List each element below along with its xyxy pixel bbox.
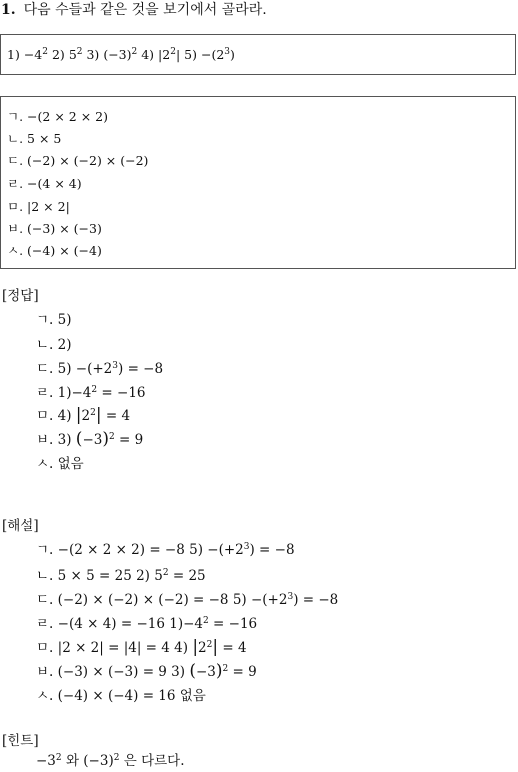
explanation-line: ㅂ. (−3) × (−3) = 9 3) $(-3)^2 = 9$	[36, 661, 257, 681]
options-box	[0, 96, 516, 269]
choice-5: $5) -(2^3)$	[184, 47, 235, 62]
question-number: 1.	[1, 2, 16, 18]
explanation-line: ㅅ. (−4) × (−4) = 16 없음	[36, 688, 206, 704]
option-item: ㄱ. −(2 × 2 × 2)	[7, 109, 108, 124]
choices-box	[0, 34, 516, 75]
answer-line: ㄴ. 2)	[36, 337, 72, 353]
answer-line: ㅂ. 3) $(-3)^2 = 9$	[36, 429, 144, 449]
explanation-heading: [해설]	[2, 518, 39, 534]
choice-1: $1) -4^2$	[7, 47, 48, 62]
answer-line: ㄱ. 5)	[36, 312, 72, 328]
explanation-line: ㅁ. |2 × 2| = |4| = 4 4) $|2^2| = 4$	[36, 637, 247, 657]
option-item: ㄷ. (−2) × (−2) × (−2)	[7, 153, 149, 168]
hint-heading: [힌트]	[2, 733, 39, 749]
answer-line: ㄷ. $5) -(+2^3) = -8$	[36, 361, 164, 377]
choice-3: 3) $(-3)^2$	[86, 47, 138, 62]
option-item: ㄹ. −(4 × 4)	[7, 176, 82, 191]
option-item: ㅁ. |2 × 2|	[7, 199, 70, 214]
option-item: ㅅ. (−4) × (−4)	[7, 243, 102, 258]
explanation-line: ㄹ. −(4 × 4) = −16 $1)-4^2 = -16$	[36, 616, 258, 632]
hint-line: $-3^2$ 와 $(-3)^2$ 은 다르다.	[36, 753, 185, 769]
explanation-line: ㄴ. 5 × 5 = 25 2) $5^2 = 25$	[36, 568, 206, 584]
choice-2: 2) $5^2$	[51, 47, 83, 62]
answer-line: ㅁ. 4) $|2^2| = 4$	[36, 405, 131, 425]
question-text: 다음 수들과 같은 것을 보기에서 골라라.	[23, 2, 267, 18]
answer-line: ㄹ. $1)-4^2 = -16$	[36, 385, 146, 401]
choice-4: 4) $|2^2|$	[141, 47, 181, 62]
answer-heading: [정답]	[2, 288, 39, 304]
choices-expression	[7, 46, 235, 64]
answer-line: ㅅ. 없음	[36, 456, 84, 472]
option-item: ㄴ. 5 × 5	[7, 131, 62, 146]
explanation-line: ㄱ. −(2 × 2 × 2) = −8 $5) -(+2^3) = -8$	[36, 542, 295, 558]
question-title	[1, 0, 267, 20]
explanation-line: ㄷ. (−2) × (−2) × (−2) = −8 $5) -(+2^3) = -8$	[36, 592, 339, 608]
option-item: ㅂ. (−3) × (−3)	[7, 221, 102, 236]
